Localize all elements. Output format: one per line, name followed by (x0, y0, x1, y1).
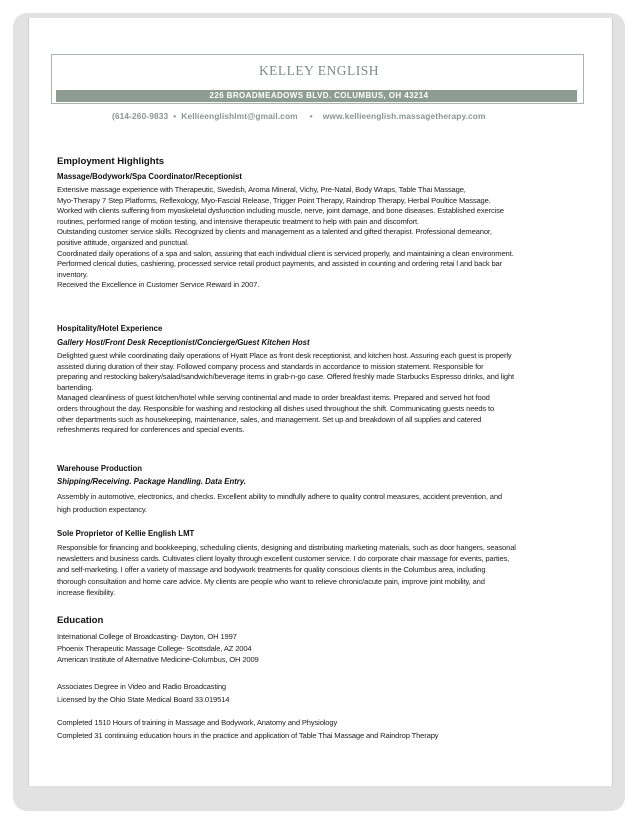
job4-line: and self-marketing. I offer a variety of massage and bodywork treatments for quality conscious clients in the Columbus area, including (57, 565, 486, 575)
email: Kellieenglishlmt@gmail.com (181, 111, 298, 121)
resume-name: KELLEY ENGLISH (258, 63, 380, 78)
education-line: International College of Broadcasting- Dayton, OH 1997 (57, 632, 237, 641)
address: 226 BROADMEADOWS BLVD. COLUMBUS, OH 43214 (209, 91, 429, 100)
job1-line: Received the Excellence in Customer Service Reward in 2007. (57, 280, 260, 290)
job1-line: Performed clerical duties, cashiering, processed service retail product payments, and assisted in counting and ordering retai l and back bar (57, 259, 502, 269)
job1-line: Myo-Therapy 7 Step Platforms, Reflexology, Myo-Fascial Release, Trigger Point Therapy, Raindrop Therapy, Herbal Poultice Massage. (57, 195, 491, 205)
job2-line: assisted during duration of their stay. Followed company process and standards in accordance to mission statement. Responsible for (57, 361, 484, 371)
job1-title: Massage/Bodywork/Spa Coordinator/Receptionist (57, 172, 242, 181)
job1-line: inventory. (57, 269, 88, 279)
job2-line: preparing and restocking bakery/salad/sandwich/beverage items in grab-n-go case. Offered freshly made Starbucks Espresso drinks, and light (57, 372, 514, 382)
education-line: American Institute of Alternative Medicine-Columbus, OH 2009 (57, 655, 259, 665)
job2-line: refreshments required for conferences and special events. (57, 425, 245, 435)
contact-line (112, 111, 532, 121)
website: www.kellieenglish.massagetherapy.com (322, 111, 486, 121)
education-line: Phoenix Therapeutic Massage College- Scottsdale, AZ 2004 (57, 643, 252, 653)
job1-line: positive attitude, organized and punctual. (57, 237, 189, 247)
job2-line: orders throughout the day. Responsible for washing and restocking all dishes used throughout the shift. Communicating guests needs to (57, 403, 495, 413)
job1-line: Coordinated daily operations of a spa and salon, assuring that each individual client is serviced properly, and maintaining a clean environment. (57, 248, 514, 258)
education-line: Completed 31 continuing education hours in the practice and application of Table Thai Massage and Raindrop Therapy (57, 731, 439, 740)
job1-description (57, 185, 587, 291)
separator-2: • (309, 111, 313, 121)
job2-line: Delighted guest while coordinating daily operations of Hyatt Place as front desk receptionist, and kitchen host. Assuring each guest is properly (57, 351, 512, 360)
education-credentials (57, 680, 587, 707)
education-line: Licensed by the Ohio State Medical Board 33.019514 (57, 695, 230, 705)
job1-line: Worked with clients suffering from myoskeletal dysfunction including muscle, nerve, joint damage, and bone diseases. Established exercise (57, 206, 504, 216)
job1-line: Outstanding customer service skills. Recognized by clients and management as a talented and gifted therapist. Professional demeanor, (57, 227, 492, 237)
education-heading: Education (57, 615, 104, 626)
job4-title: Sole Proprietor of Kellie English LMT (57, 529, 195, 538)
job3-title: Warehouse Production (57, 464, 143, 473)
separator-1: • (173, 111, 177, 121)
employment-heading: Employment Highlights (57, 156, 165, 167)
job2-line: other departments such as housekeeping, maintenance, sales, and management. Set up and breakdown of all supplies and catered (57, 414, 482, 424)
job4-line: thorough consultation and home care advice. My clients are people who want to relieve chronic/acute pain, improve joint mobility, and (57, 576, 485, 586)
job4-line: newsletters and business cards. Cultivates client loyalty through excellent customer service. I do corporate chair massage for events, parties, (57, 554, 510, 564)
phone: (614-260-9833 (112, 111, 169, 121)
education-line: Completed 1510 Hours of training in Massage and Bodywork, Anatomy and Physiology (57, 718, 338, 727)
job4-line: Responsible for financing and bookkeeping, scheduling clients, designing and distributing marketing materials, such as door hangers, seasonal (57, 543, 516, 552)
job3-subtitle: Shipping/Receiving. Package Handling. Data Entry. (57, 477, 247, 486)
job4-description (57, 542, 587, 598)
job2-subtitle: Gallery Host/Front Desk Receptionist/Concierge/Guest Kitchen Host (57, 338, 310, 347)
job2-line: bartending. (57, 382, 94, 392)
education-line: Associates Degree in Video and Radio Broadcasting (57, 682, 226, 691)
job1-line: Extensive massage experience with Therapeutic, Swedish, Aroma Mineral, Vichy, Pre-Natal, Body Wraps, Table Thai Massage, (57, 185, 466, 194)
job2-title: Hospitality/Hotel Experience (57, 324, 163, 333)
job3-description (57, 490, 587, 516)
education-schools (57, 631, 587, 666)
education-training (57, 716, 587, 742)
job2-line: Managed cleanliness of guest kitchen/hotel while serving continental and made to order breakfast items. Prepared and served hot food (57, 393, 490, 403)
job3-line: Assembly in automotive, electronics, and checks. Excellent ability to mindfully adhere to quality control measures, accident prevention, and (57, 492, 502, 501)
job1-line: routines, performed range of motion testing, and intensive therapeutic treatment to help with pain and discomfort. (57, 216, 419, 226)
job4-line: increase flexibility. (57, 587, 115, 597)
job3-line: high production expectancy. (57, 505, 147, 514)
job2-description (57, 351, 587, 436)
